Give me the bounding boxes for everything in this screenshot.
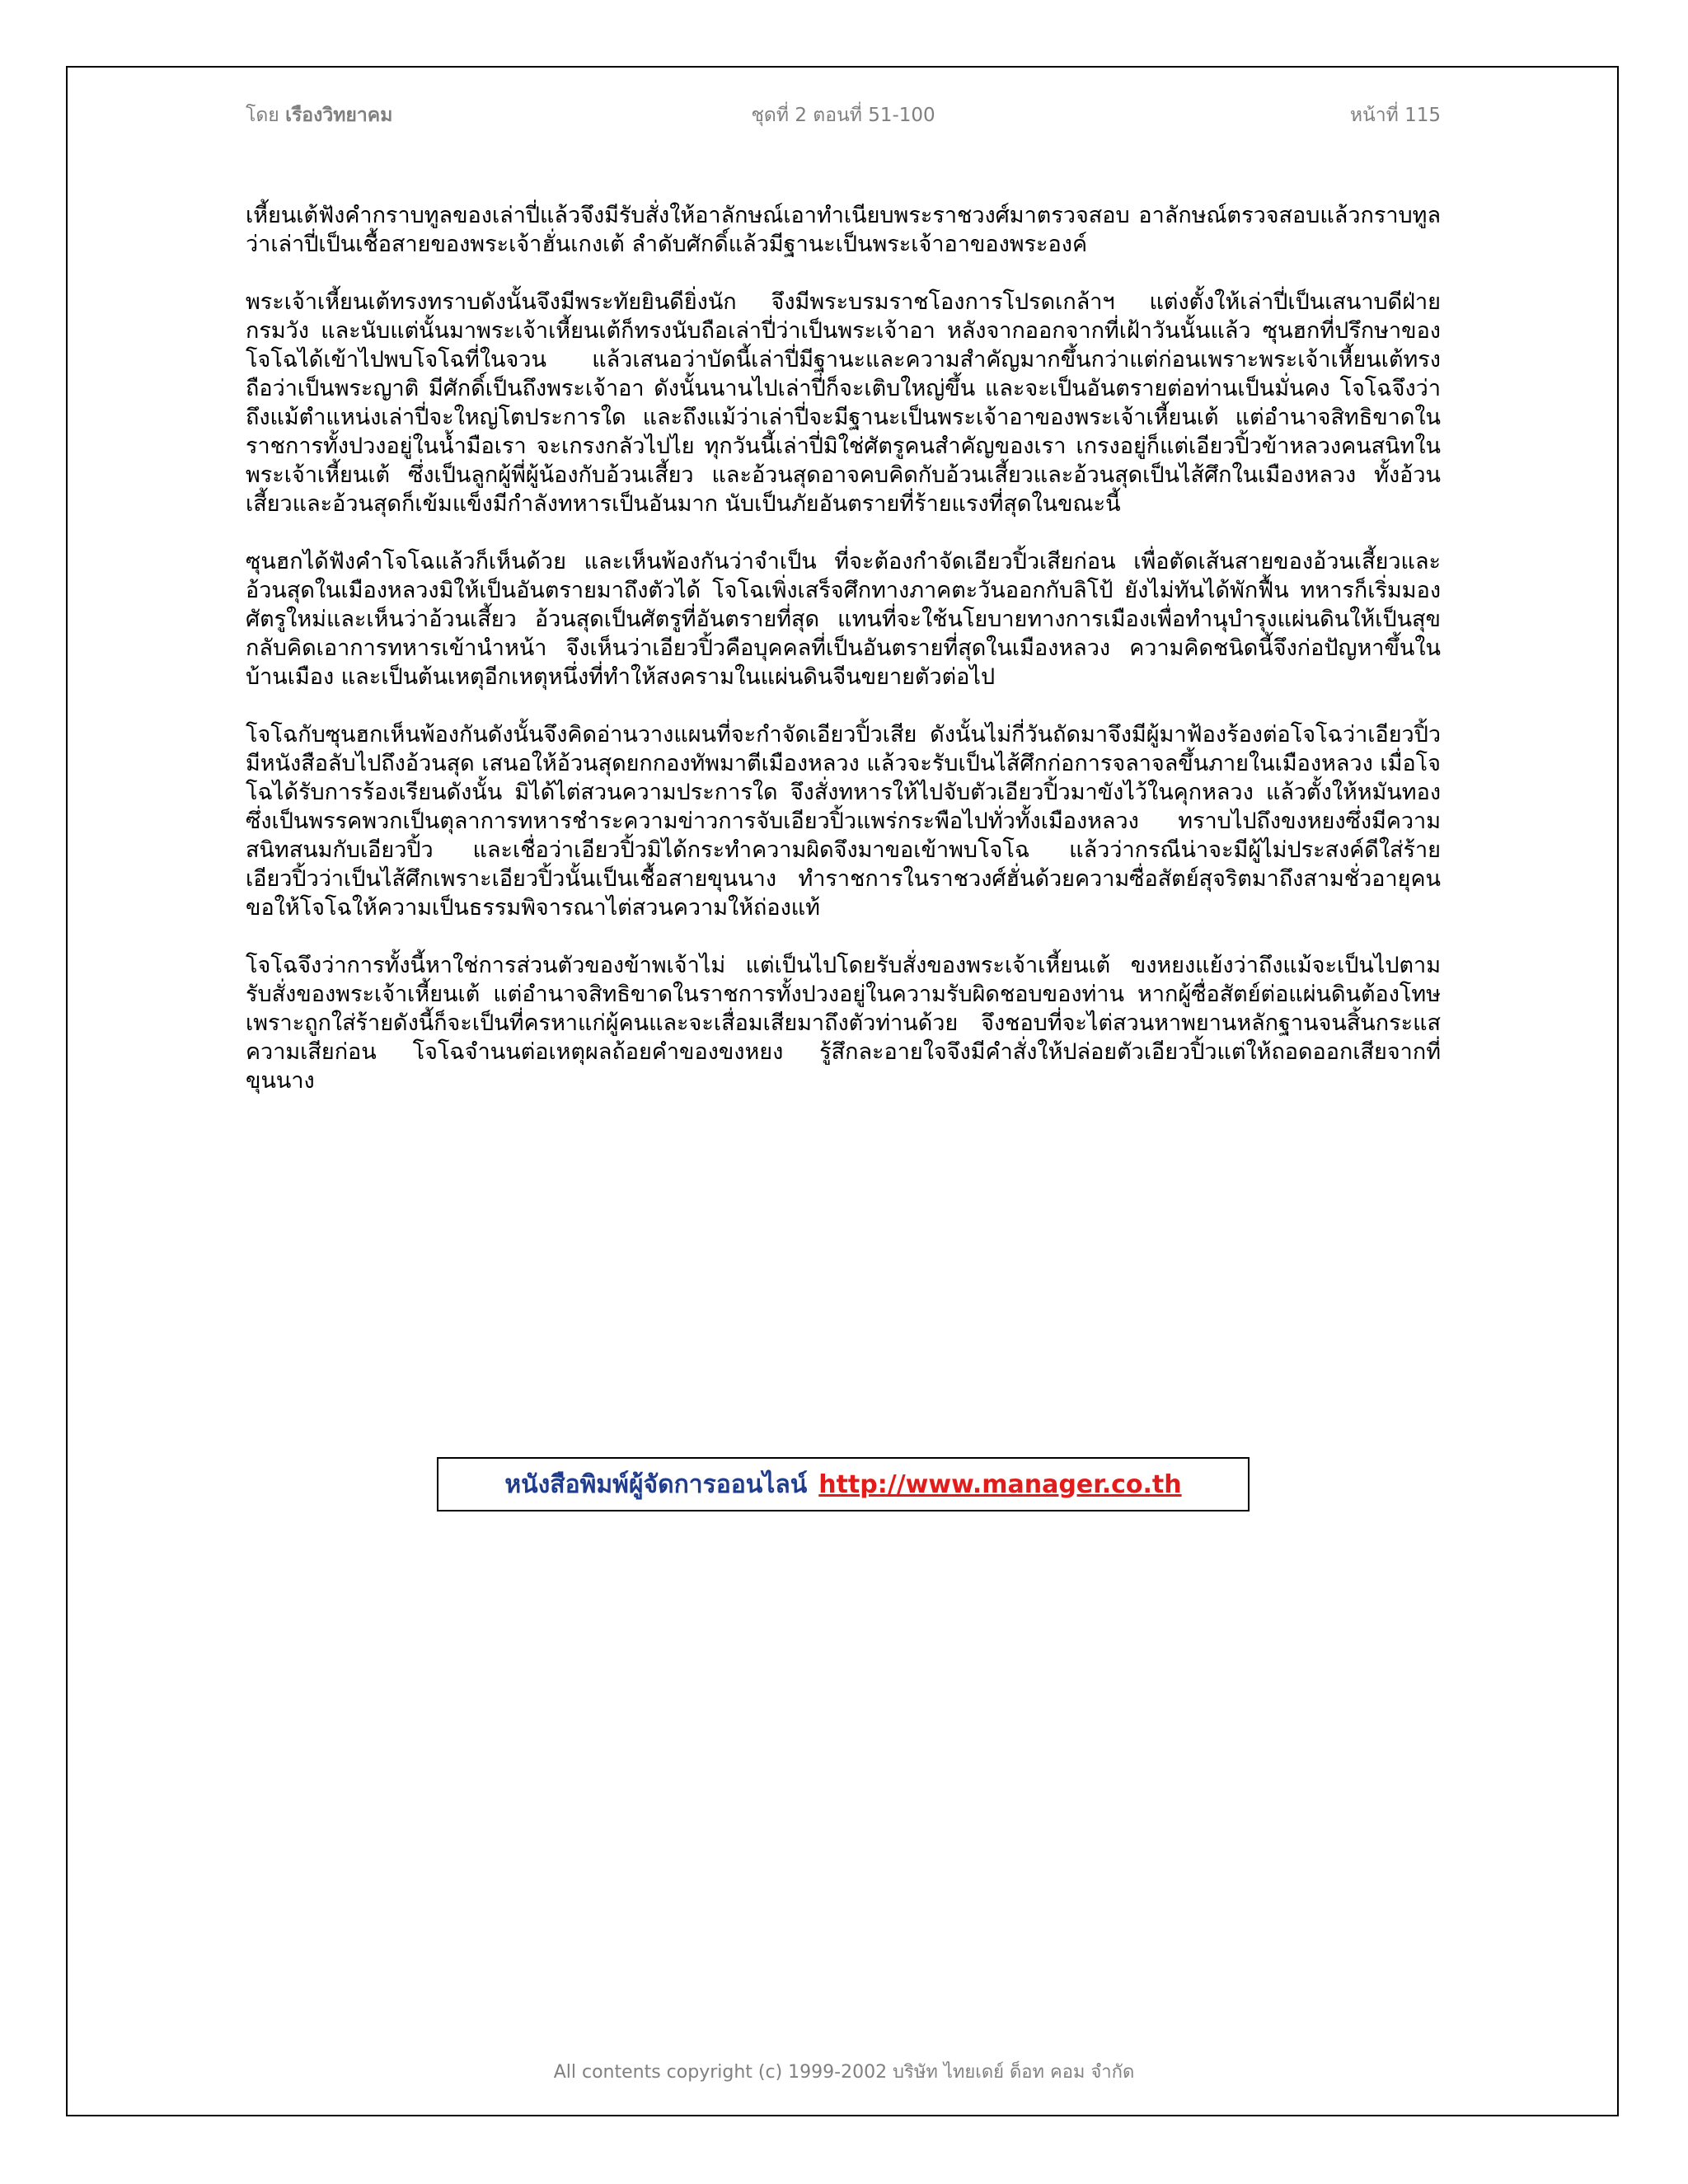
paragraph-5: โจโฉจึงว่าการทั้งนี้หาใช่การส่วนตัวของข้าพเจ้าไม่ แต่เป็นไปโดยรับสั่งของพระเจ้าเหี้ยนเต้ ขงหยงแย้งว่าถึงแม้จะเป็นไปตามรับสั่งของพระเจ้าเหี้ยนเต้ แต่อำนาจสิทธิขาดในราชการทั้งปวงอยู่ในความรับผิดชอบของท่าน หากผู้ซื่อสัตย์ต่อแผ่นดินต้องโทษเพราะถูกใส่ร้ายดังนี้ก็จะเป็นที่ครหาแก่ผู้คนและจะเสื่อมเสียมาถึงตัวท่านด้วย จึงชอบที่จะไต่สวนหาพยานหลักฐานจนสิ้นกระแสความเสียก่อน โจโฉจำนนต่อเหตุผลถ้อยคำของขงหยง รู้สึกละอายใจจึงมีคำสั่งให้ปล่อยตัวเอียวปิ้วแต่ให้ถอดออกเสียจากที่ขุนนาง	[246, 953, 1441, 1094]
paragraph-4: โจโฉกับซุนฮกเห็นพ้องกันดังนั้นจึงคิดอ่านวางแผนที่จะกำจัดเอียวปิ้วเสีย ดังนั้นไม่กี่วันถัดมาจึงมีผู้มาฟ้องร้องต่อโจโฉว่าเอียวปิ้วมีหนังสือลับไปถึงอ้วนสุด เสนอให้อ้วนสุดยกกองทัพมาตีเมืองหลวง แล้วจะรับเป็นไส้ศึกก่อการจลาจลขึ้นภายในเมืองหลวง เมื่อโจโฉได้รับการร้องเรียนดังนั้น มิได้ไต่สวนความประการใด จึงสั่งทหารให้ไปจับตัวเอียวปิ้วมาขังไว้ในคุกหลวง แล้วตั้งให้หมันทองซึ่งเป็นพรรคพวกเป็นตุลาการทหารชำระความข่าวการจับเอียวปิ้วแพร่กระพือไปทั่วทั้งเมืองหลวง ทราบไปถึงขงหยงซึ่งมีความสนิทสนมกับเอียวปิ้ว และเชื่อว่าเอียวปิ้วมิได้กระทำความผิดจึงมาขอเข้าพบโจโฉ แล้วว่ากรณีน่าจะมีผู้ไม่ประสงค์ดีใส่ร้ายเอียวปิ้วว่าเป็นไส้ศึกเพราะเอียวปิ้วนั้นเป็นเชื้อสายขุนนาง ทำราชการในราชวงศ์ฮั่นด้วยความซื่อสัตย์สุจริตมาถึงสามชั่วอายุคน ขอให้โจโฉให้ความเป็นธรรมพิจารณาไต่สวนความให้ถ่องแท้	[246, 722, 1441, 921]
paragraph-2: พระเจ้าเหี้ยนเต้ทรงทราบดังนั้นจึงมีพระทัยยินดียิ่งนัก จึงมีพระบรมราชโองการโปรดเกล้าฯ แต่งตั้งให้เล่าปี่เป็นเสนาบดีฝ่ายกรมวัง และนับแต่นั้นมาพระเจ้าเหี้ยนเต้ก็ทรงนับถือเล่าปี่ว่าเป็นพระเจ้าอา หลังจากออกจากที่เฝ้าวันนั้นแล้ว ซุนฮกที่ปรึกษาของโจโฉได้เข้าไปพบโจโฉที่ในจวน แล้วเสนอว่าบัดนี้เล่าปี่มีฐานะและความสำคัญมากขึ้นกว่าแต่ก่อนเพราะพระเจ้าเหี้ยนเต้ทรงถือว่าเป็นพระญาติ มีศักดิ์เป็นถึงพระเจ้าอา ดังนั้นนานไปเล่าปี่ก็จะเติบใหญ่ขึ้น และจะเป็นอันตรายต่อท่านเป็นมั่นคง โจโฉจึงว่า ถึงแม้ตำแหน่งเล่าปี่จะใหญ่โตประการใด และถึงแม้ว่าเล่าปี่จะมีฐานะเป็นพระเจ้าอาของพระเจ้าเหี้ยนเต้ แต่อำนาจสิทธิขาดในราชการทั้งปวงอยู่ในน้ำมือเรา จะเกรงกลัวไปไย ทุกวันนี้เล่าปี่มิใช่ศัตรูคนสำคัญของเรา เกรงอยู่ก็แต่เอียวปิ้วข้าหลวงคนสนิทในพระเจ้าเหี้ยนเต้ ซึ่งเป็นลูกผู้พี่ผู้น้องกับอ้วนเสี้ยว และอ้วนสุดอาจคบคิดกับอ้วนเสี้ยวและอ้วนสุดเป็นไส้ศึกในเมืองหลวง ทั้งอ้วนเสี้ยวและอ้วนสุดก็เข้มแข็งมีกำลังทหารเป็นอันมาก นับเป็นภัยอันตรายที่ร้ายแรงที่สุดในขณะนี้	[246, 289, 1441, 517]
article-body	[246, 201, 1441, 1124]
paragraph-1: เหี้ยนเต้ฟังคำกราบทูลของเล่าปี่แล้วจึงมีรับสั่งให้อาลักษณ์เอาทำเนียบพระราชวงศ์มาตรวจสอบ อาลักษณ์ตรวจสอบแล้วกราบทูลว่าเล่าปี่เป็นเชื้อสายของพระเจ้าฮั่นเกงเต้ ลำดับศักดิ์แล้วมีฐานะเป็นพระเจ้าอาของพระองค์	[246, 203, 1441, 257]
header-series: ชุดที่ 2 ตอนที่ 51-100	[751, 105, 935, 126]
copyright-notice: All contents copyright (c) 1999-2002 บริษัท ไทยเดย์ ด็อท คอม จำกัด	[553, 2062, 1135, 2083]
page-header	[246, 101, 1441, 130]
header-author-prefix: โดย	[246, 105, 286, 126]
publisher-link-box	[437, 1457, 1250, 1511]
publisher-url-link[interactable]: http://www.manager.co.th	[818, 1469, 1182, 1499]
header-page-number: หน้าที่ 115	[1349, 105, 1441, 126]
paragraph-3: ซุนฮกได้ฟังคำโจโฉแล้วก็เห็นด้วย และเห็นพ้องกันว่าจำเป็น ที่จะต้องกำจัดเอียวปิ้วเสียก่อน เพื่อตัดเส้นสายของอ้วนเสี้ยวและอ้วนสุดในเมืองหลวงมิให้เป็นอันตรายมาถึงตัวได้ โจโฉเพิ่งเสร็จศึกทางภาคตะวันออกกับลิโป้ ยังไม่ทันได้พักฟื้น ทหารก็เริ่มมองศัตรูใหม่และเห็นว่าอ้วนเสี้ยว อ้วนสุดเป็นศัตรูที่อันตรายที่สุด แทนที่จะใช้นโยบายทางการเมืองเพื่อทำนุบำรุงแผ่นดินให้เป็นสุขกลับคิดเอาการทหารเข้านำหน้า จึงเห็นว่าเอียวปิ้วคือบุคคลที่เป็นอันตรายที่สุดในเมืองหลวง ความคิดชนิดนี้จึงก่อปัญหาขึ้นในบ้านเมือง และเป็นต้นเหตุอีกเหตุหนึ่งที่ทำให้สงครามในแผ่นดินจีนขยายตัวต่อไป	[246, 549, 1441, 690]
header-author-name: เรืองวิทยาคม	[285, 105, 393, 126]
publisher-label: หนังสือพิมพ์ผู้จัดการออนไลน์	[504, 1469, 808, 1499]
